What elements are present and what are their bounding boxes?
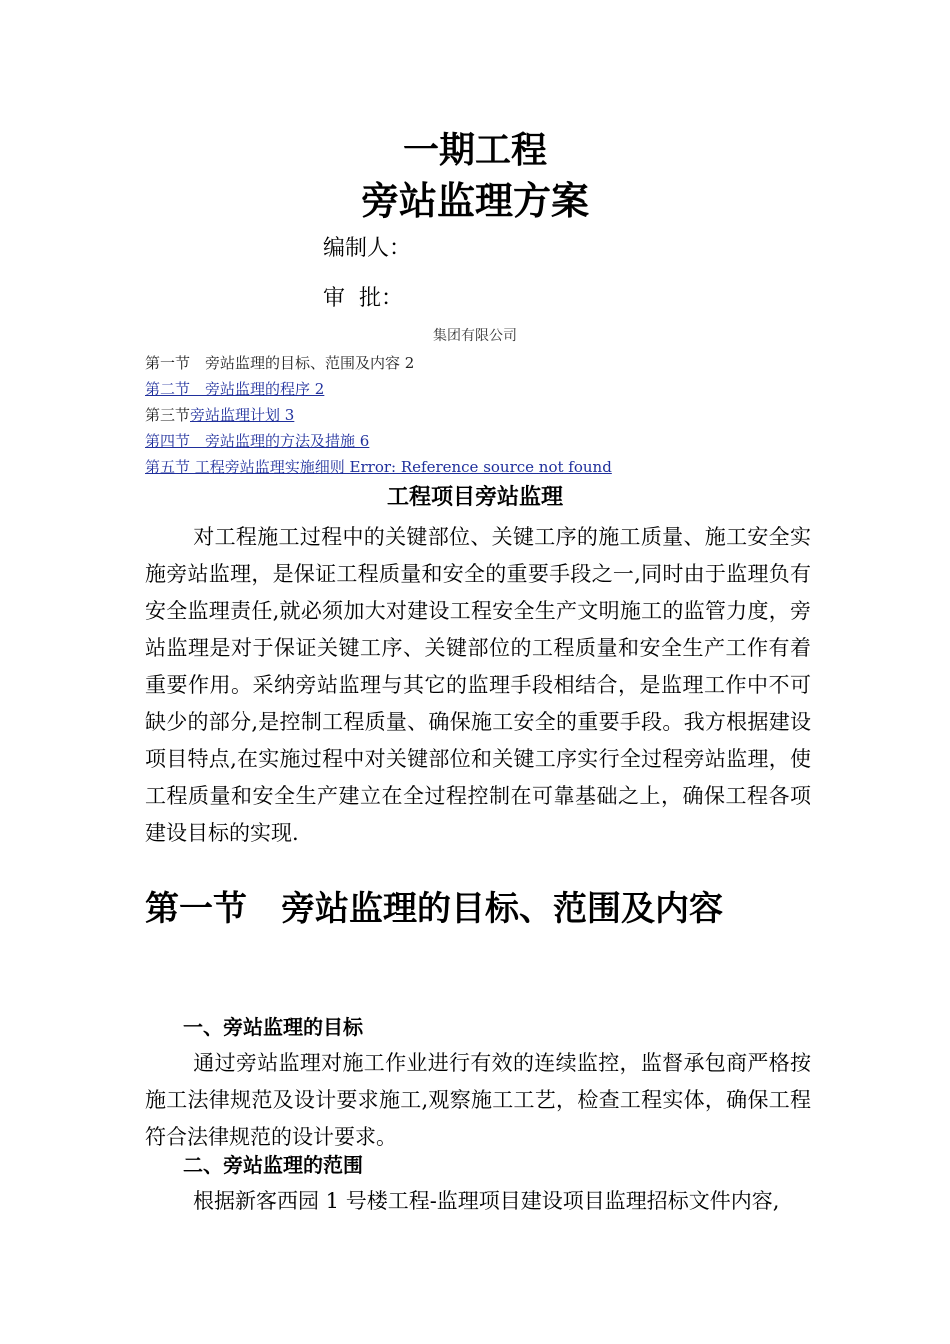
toc-item-4[interactable] — [145, 428, 612, 454]
document-title-line2: 旁站监理方案 — [360, 178, 589, 223]
toc-item-2[interactable] — [145, 376, 612, 402]
editor-label: 编制人： — [323, 236, 412, 261]
section1-sub1-paragraph-text: 通过旁站监理对施工作业进行有效的连续监控，监督承包商严格按施工法律规范及设计要求施工,观察施工工艺，检查工程实体，确保工程符合法律规范的设计要求。 — [145, 1051, 811, 1149]
toc-item-1[interactable] — [145, 350, 612, 376]
section1-sub2-paragraph-text: 根据新客西园 1 号楼工程-监理项目建设项目监理招标文件内容, — [193, 1189, 780, 1213]
company-name: 集团有限公司 — [433, 328, 517, 344]
section1-heading: 第一节 旁站监理的目标、范围及内容 — [145, 889, 723, 929]
toc-item-2-link[interactable]: 第二节 旁站监理的程序 2 — [145, 380, 325, 398]
toc-item-3[interactable] — [145, 402, 612, 428]
section1-sub2-paragraph — [145, 1183, 811, 1220]
section1-sub1-paragraph — [145, 1045, 811, 1156]
toc-item-1-label[interactable]: 第一节 旁站监理的目标、范围及内容 2 — [145, 354, 415, 372]
section1-sub1-heading: 一、旁站监理的目标 — [183, 1015, 363, 1039]
intro-paragraph — [145, 519, 811, 852]
intro-paragraph-text: 对工程施工过程中的关键部位、关键工序的施工质量、施工安全实施旁站监理，是保证工程质量和安全的重要手段之一,同时由于监理负有安全监理责任,就必须加大对建设工程安全生产文明施工的监管力度，旁站监理是对于保证关键工序、关键部位的工程质量和安全生产工作有着重要作用。采纳旁站监理与其它的监理手段相结合，是监理工作中不可缺少的部分,是控制工程质量、确保施工安全的重要手段。我方根据建设项目特点,在实施过程中对关键部位和关键工序实行全过程旁站监理，使工程质量和安全生产建立在全过程控制在可靠基础之上，确保工程各项建设目标的实现. — [145, 525, 811, 845]
toc-item-5[interactable] — [145, 454, 612, 480]
approver-label: 审 批： — [323, 286, 403, 311]
intro-heading: 工程项目旁站监理 — [386, 484, 563, 510]
toc-item-3-prefix: 第三节 — [145, 406, 191, 424]
toc-item-4-link[interactable]: 第四节 旁站监理的方法及措施 6 — [145, 432, 370, 450]
toc-item-5-link[interactable]: 第五节 工程旁站监理实施细则 Error: Reference source not found — [145, 458, 612, 476]
section1-sub2-heading: 二、旁站监理的范围 — [183, 1153, 363, 1177]
toc-item-3-link[interactable]: 旁站监理计划 3 — [190, 406, 295, 424]
table-of-contents — [145, 350, 612, 480]
document-title-line1: 一期工程 — [402, 129, 547, 171]
